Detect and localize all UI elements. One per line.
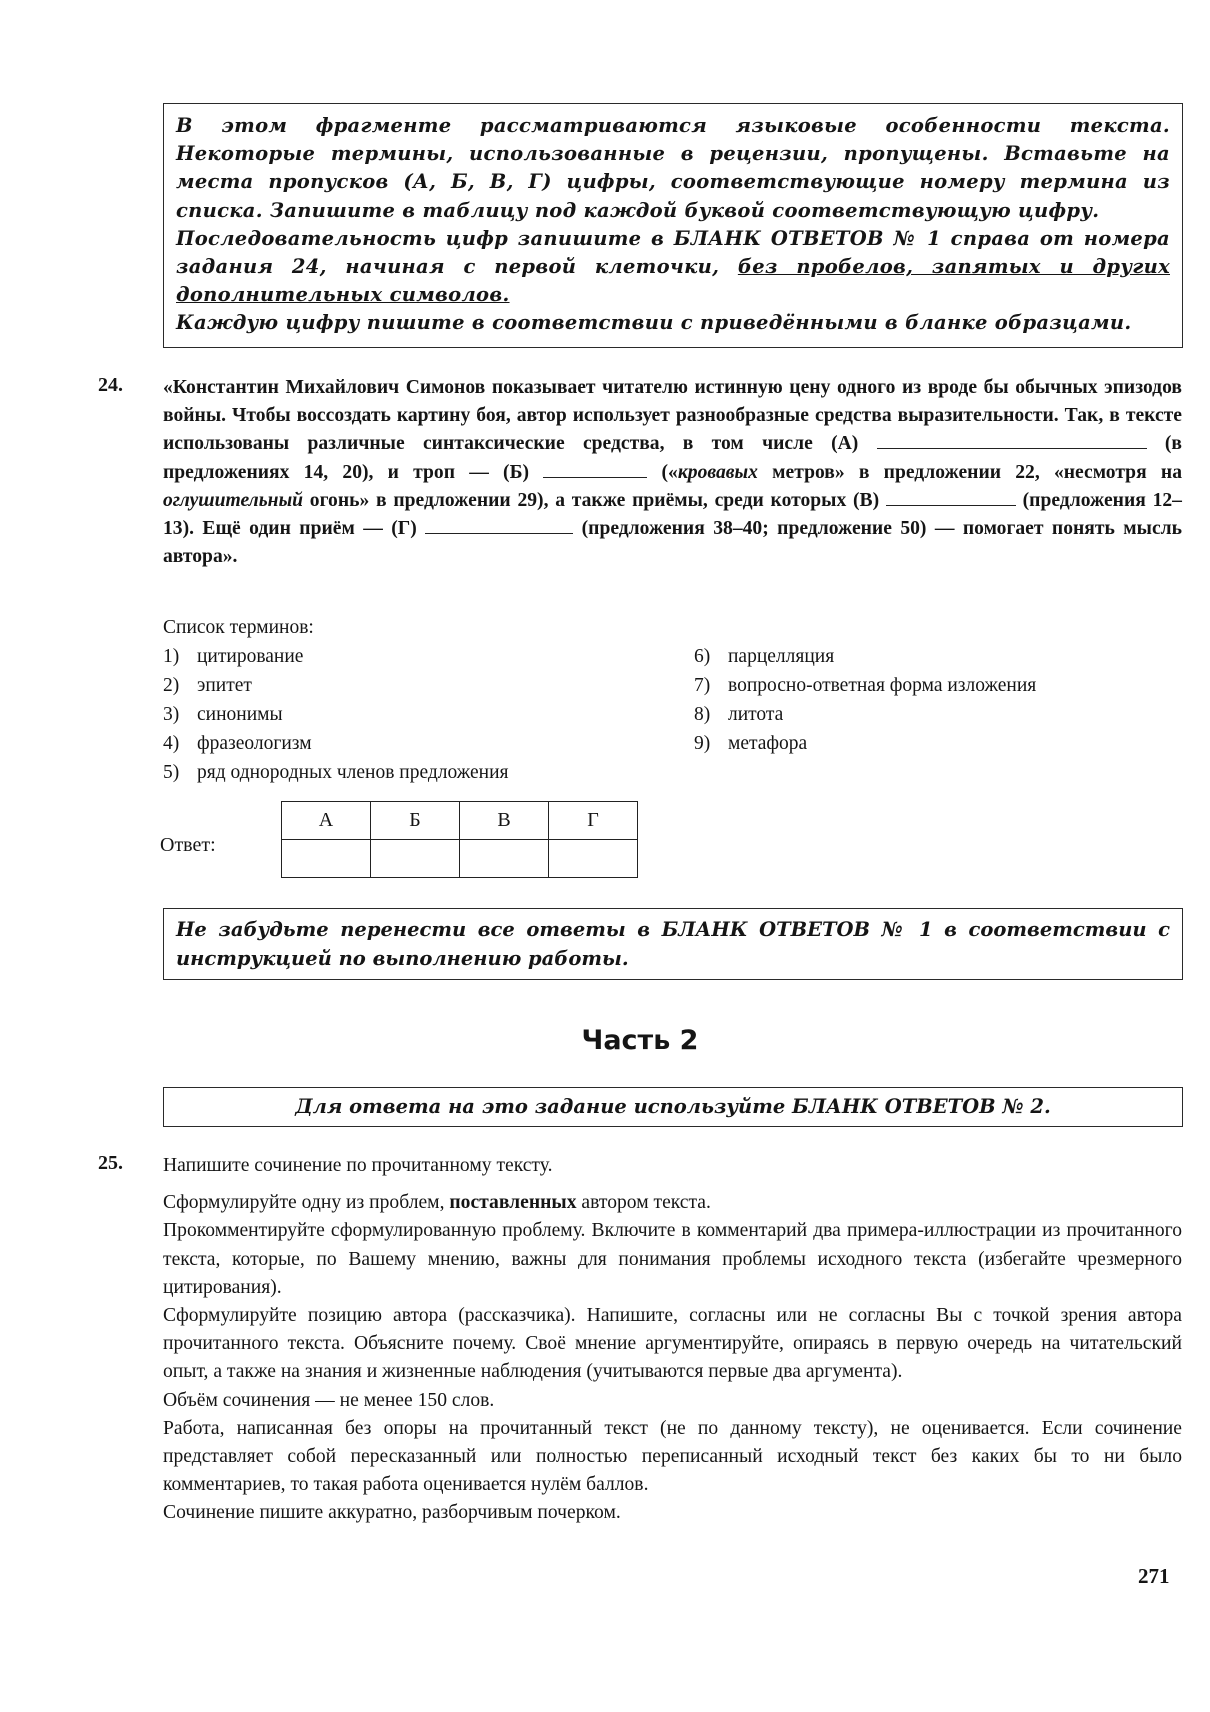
terms-title: Список терминов: bbox=[163, 617, 314, 638]
reminder-box bbox=[163, 908, 1183, 980]
task-25-paragraph: Сформулируйте одну из проблем, поставленных автором текста. bbox=[163, 1192, 711, 1214]
answer-cell-g[interactable] bbox=[549, 840, 638, 878]
task-24-number: 24. bbox=[98, 374, 123, 396]
instructions-box bbox=[163, 103, 1183, 348]
answer-header-g: Г bbox=[549, 802, 638, 840]
answer-header-b: Б bbox=[371, 802, 460, 840]
page-number: 271 bbox=[1138, 1564, 1170, 1588]
answer-label: Ответ: bbox=[160, 834, 216, 856]
term-item: 9) метафора bbox=[694, 733, 808, 754]
blank-g bbox=[425, 515, 573, 534]
answer-cell-b[interactable] bbox=[371, 840, 460, 878]
task-25-paragraph: Работа, написанная без опоры на прочитанный текст (не по данному тексту), не оценивается. Если сочинение представляет собой пересказанный или полностью переписанный исходный текст без каких бы то ни было комментариев, то такая работа оценивается нулём баллов. bbox=[163, 1417, 1182, 1496]
task-25-paragraph: Прокомментируйте сформулированную проблему. Включите в комментарий два примера-иллюстрации из прочитанного текста, которые, по Вашему мнению, важны для понимания проблемы исходного текста (избегайте чрезмерного цитирования). bbox=[163, 1220, 1182, 1298]
term-item: 5) ряд однородных членов предложения bbox=[163, 762, 509, 783]
answer-cell-v[interactable] bbox=[460, 840, 549, 878]
term-item: 6) парцелляция bbox=[694, 646, 835, 667]
task-25-paragraph: Объём сочинения — не менее 150 слов. bbox=[163, 1389, 495, 1411]
answer-table bbox=[281, 801, 638, 878]
term-item: 8) литота bbox=[694, 704, 784, 725]
term-item: 7) вопросно-ответная форма изложения bbox=[694, 675, 1037, 696]
task-25-text bbox=[163, 1152, 1182, 1528]
task-25-paragraph: Сочинение пишите аккуратно, разборчивым почерком. bbox=[163, 1502, 621, 1524]
term-item: 1) цитирование bbox=[163, 646, 304, 667]
blank-b bbox=[543, 459, 647, 478]
answer-form-note: Для ответа на это задание используйте БЛАНК ОТВЕТОВ № 2. bbox=[295, 1095, 1051, 1118]
task-25-paragraph: Напишите сочинение по прочитанному тексту. bbox=[163, 1155, 553, 1176]
term-item: 3) синонимы bbox=[163, 704, 283, 725]
answer-header-a: А bbox=[282, 802, 371, 840]
instructions-text: В этом фрагменте рассматриваются языковые особенности текста. Некоторые термины, использованные в рецензии, пропущены. Вставьте на места пропусков (А, Б, В, Г) цифры, соответствующие номеру термина из списка. Запишите в таблицу под каждой буквой соответствующую цифру. Последовательность цифр запишите в БЛАНК ОТВЕТОВ № 1 справа от номера задания 24, начиная с первой клеточки, без пробелов, запятых и других дополнительных символов. Каждую цифру пишите в соответствии с приведёнными в бланке образцами. bbox=[176, 114, 1170, 335]
blank-v bbox=[886, 487, 1016, 506]
answer-header-v: В bbox=[460, 802, 549, 840]
term-item: 2) эпитет bbox=[163, 675, 252, 696]
answer-form-note-box bbox=[163, 1087, 1183, 1127]
task-25-paragraph: Сформулируйте позицию автора (рассказчика). Напишите, согласны или не согласны Вы с точкой зрения автора прочитанного текста. Объясните почему. Своё мнение аргументируйте, опираясь в первую очередь на читательский опыт, а также на знания и жизненные наблюдения (учитываются первые два аргумента). bbox=[163, 1305, 1182, 1383]
part-2-title: Часть 2 bbox=[581, 1025, 699, 1056]
reminder-text: Не забудьте перенести все ответы в БЛАНК ОТВЕТОВ № 1 в соответствии с инструкцией по выполнению работы. bbox=[176, 918, 1170, 970]
task-24-text: «Константин Михайлович Симонов показывает читателю истинную цену одного из вроде бы обычных эпизодов войны. Чтобы воссоздать картину боя, автор использует разнообразные средства выразительности. Так, в тексте использованы различные синтаксические средства, в том числе (А) (в предложениях 14, 20), и троп — (Б) («кровавых метров» в предложении 22, «несмотря на оглушительный огонь» в предложении 29), а также приёмы, среди которых (В) (предложения 12–13). Ещё один приём — (Г) (предложения 38–40; предложение 50) — помогает понять мысль автора». bbox=[163, 377, 1182, 568]
term-item: 4) фразеологизм bbox=[163, 733, 312, 754]
answer-cell-a[interactable] bbox=[282, 840, 371, 878]
blank-a bbox=[877, 430, 1147, 449]
task-25-number: 25. bbox=[98, 1152, 123, 1174]
underlined-instruction: без пробелов, запятых и других дополнительных символов. bbox=[176, 255, 1170, 307]
